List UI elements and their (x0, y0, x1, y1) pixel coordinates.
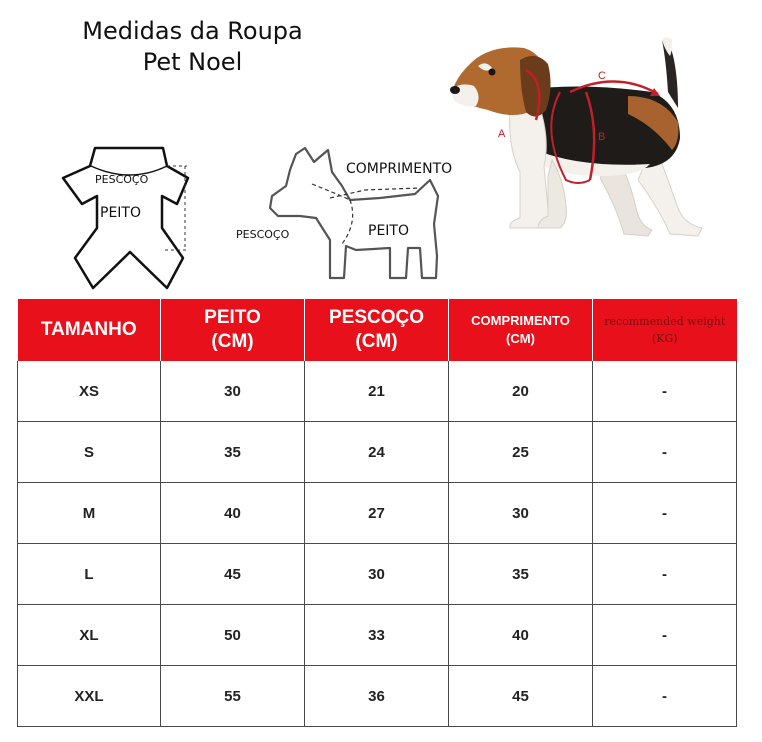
header-length-label: COMPRIMENTO (471, 313, 570, 328)
cell-length: 40 (449, 605, 593, 666)
cell-weight: - (593, 605, 737, 666)
cell-weight: - (593, 483, 737, 544)
cell-weight: - (593, 544, 737, 605)
header-weight-label: recommended weight (604, 315, 726, 328)
header-neck-unit: (CM) (355, 331, 398, 352)
table-row (18, 422, 737, 483)
header-neck-label: PESCOÇO (328, 307, 425, 328)
dog-length-label: COMPRIMENTO (346, 161, 453, 177)
title-line-2: Pet Noel (142, 48, 243, 76)
header-chest (161, 299, 305, 361)
dog-chest-label: PEITO (368, 223, 409, 239)
table-row (18, 544, 737, 605)
cell-neck: 30 (305, 544, 449, 605)
dog-neck-label: PESCOÇO (236, 228, 290, 241)
cell-neck: 21 (305, 361, 449, 422)
cell-weight: - (593, 361, 737, 422)
shirt-chest-label: PEITO (100, 205, 141, 221)
photo-mark-b: B (598, 131, 606, 143)
cell-weight: - (593, 666, 737, 727)
table-row (18, 605, 737, 666)
title-line-1: Medidas da Roupa (82, 17, 303, 45)
cell-weight: - (593, 422, 737, 483)
cell-chest: 55 (161, 666, 305, 727)
header-chest-label: PEITO (204, 307, 261, 328)
table-header-row (18, 299, 737, 361)
cell-size: XS (18, 361, 161, 422)
cell-chest: 35 (161, 422, 305, 483)
cell-length: 45 (449, 666, 593, 727)
header-neck (305, 299, 449, 361)
cell-size: XL (18, 605, 161, 666)
cell-size: XXL (18, 666, 161, 727)
cell-length: 35 (449, 544, 593, 605)
cell-chest: 50 (161, 605, 305, 666)
cell-chest: 30 (161, 361, 305, 422)
cell-chest: 40 (161, 483, 305, 544)
beagle-photo (440, 30, 730, 245)
header-length-unit: (CM) (506, 331, 535, 346)
cell-chest: 45 (161, 544, 305, 605)
cell-size: S (18, 422, 161, 483)
photo-mark-a: A (498, 128, 506, 140)
header-weight (593, 299, 737, 361)
cell-length: 30 (449, 483, 593, 544)
cell-length: 25 (449, 422, 593, 483)
cell-size: L (18, 544, 161, 605)
header-size-label: TAMANHO (40, 319, 137, 340)
size-table (17, 299, 737, 727)
table-row (18, 483, 737, 544)
header-weight-unit: (KG) (651, 332, 678, 345)
cell-neck: 36 (305, 666, 449, 727)
cell-neck: 33 (305, 605, 449, 666)
cell-length: 20 (449, 361, 593, 422)
photo-mark-c: C (598, 70, 606, 82)
cell-neck: 24 (305, 422, 449, 483)
cell-neck: 27 (305, 483, 449, 544)
table-row (18, 666, 737, 727)
header-chest-unit: (CM) (211, 331, 254, 352)
shirt-neck-label: PESCOÇO (95, 173, 149, 186)
header-size (18, 299, 161, 361)
header-length (449, 299, 593, 361)
cell-size: M (18, 483, 161, 544)
table-row (18, 361, 737, 422)
page-title (60, 16, 325, 78)
